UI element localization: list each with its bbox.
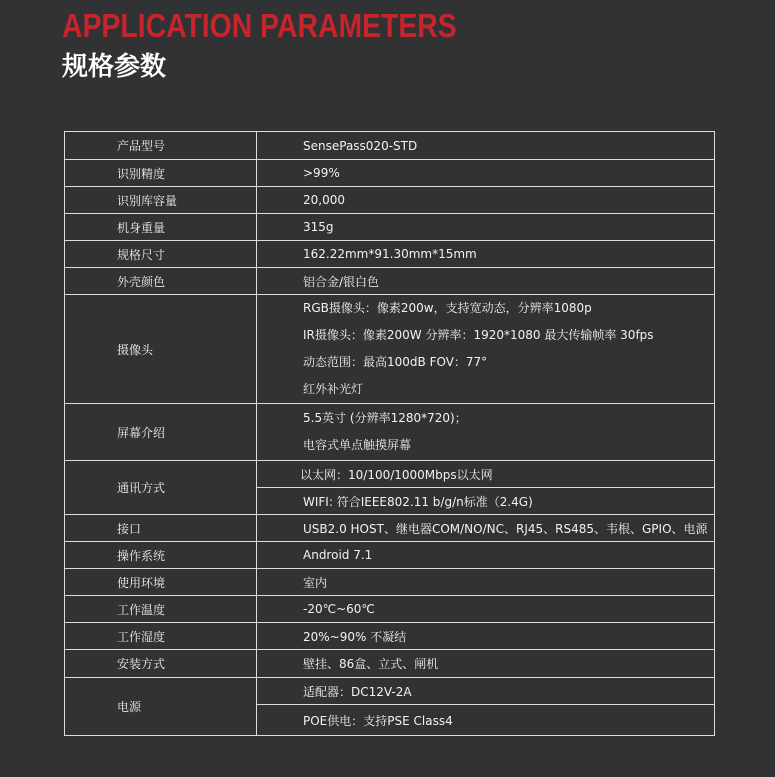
spec-value: 室内 <box>257 569 715 596</box>
spec-label: 工作湿度 <box>65 623 257 650</box>
spec-row-network-ethernet <box>65 461 715 488</box>
spec-value: POE供电：支持PSE Class4 <box>257 705 715 736</box>
spec-row-humidity <box>65 623 715 650</box>
spec-value-line: 红外补光灯 <box>303 382 364 396</box>
spec-label: 摄像头 <box>65 295 257 404</box>
spec-row-weight <box>65 214 715 241</box>
spec-value: 以太网：10/100/1000Mbps以太网 <box>257 461 715 488</box>
spec-row-environment <box>65 569 715 596</box>
spec-row-os <box>65 542 715 569</box>
spec-value: WIFI: 符合IEEE802.11 b/g/n标准（2.4G) <box>257 488 715 515</box>
spec-value-line: 5.5英寸 (分辨率1280*720)； <box>303 411 467 425</box>
spec-label: 操作系统 <box>65 542 257 569</box>
spec-value: >99% <box>257 160 715 187</box>
page-title-chinese: 规格参数 <box>62 52 167 82</box>
spec-row-color <box>65 268 715 295</box>
spec-label: 识别库容量 <box>65 187 257 214</box>
spec-value-line: 电容式单点触摸屏幕 <box>303 438 412 452</box>
spec-value: 铝合金/银白色 <box>257 268 715 295</box>
spec-row-interfaces <box>65 515 715 542</box>
spec-row-model <box>65 132 715 160</box>
spec-value-line: IR摄像头：像素200W 分辨率：1920*1080 最大传输帧率 30fps <box>303 328 654 342</box>
spec-label: 产品型号 <box>65 132 257 160</box>
spec-value-multiline <box>257 404 715 461</box>
spec-value: 20,000 <box>257 187 715 214</box>
spec-row-camera <box>65 295 715 404</box>
spec-label: 使用环境 <box>65 569 257 596</box>
spec-label: 接口 <box>65 515 257 542</box>
spec-label: 机身重量 <box>65 214 257 241</box>
page-title-english: APPLICATION PARAMETERS <box>62 7 457 44</box>
spec-value-line: RGB摄像头：像素200w，支持宽动态，分辨率1080p <box>303 301 592 315</box>
spec-label: 外壳颜色 <box>65 268 257 295</box>
spec-label: 工作温度 <box>65 596 257 623</box>
spec-table <box>64 131 715 736</box>
spec-value: -20℃~60℃ <box>257 596 715 623</box>
spec-label: 屏幕介绍 <box>65 404 257 461</box>
spec-row-screen <box>65 404 715 461</box>
spec-row-dimensions <box>65 241 715 268</box>
spec-label: 电源 <box>65 678 257 736</box>
spec-value: 壁挂、86盒、立式、闸机 <box>257 650 715 678</box>
spec-value: 315g <box>257 214 715 241</box>
spec-row-mounting <box>65 650 715 678</box>
spec-value: 适配器：DC12V-2A <box>257 678 715 705</box>
spec-value: USB2.0 HOST、继电器COM/NO/NC、RJ45、RS485、韦根、GPIO、电源 <box>257 515 715 542</box>
spec-value: SensePass020-STD <box>257 132 715 160</box>
spec-row-accuracy <box>65 160 715 187</box>
spec-value: Android 7.1 <box>257 542 715 569</box>
spec-row-capacity <box>65 187 715 214</box>
spec-label: 通讯方式 <box>65 461 257 515</box>
spec-row-power-adapter <box>65 678 715 705</box>
spec-label: 规格尺寸 <box>65 241 257 268</box>
spec-label: 安装方式 <box>65 650 257 678</box>
spec-value-multiline <box>257 295 715 404</box>
spec-value: 162.22mm*91.30mm*15mm <box>257 241 715 268</box>
spec-label: 识别精度 <box>65 160 257 187</box>
spec-value: 20%~90% 不凝结 <box>257 623 715 650</box>
spec-row-temperature <box>65 596 715 623</box>
spec-value-line: 动态范围：最高100dB FOV：77° <box>303 355 488 369</box>
